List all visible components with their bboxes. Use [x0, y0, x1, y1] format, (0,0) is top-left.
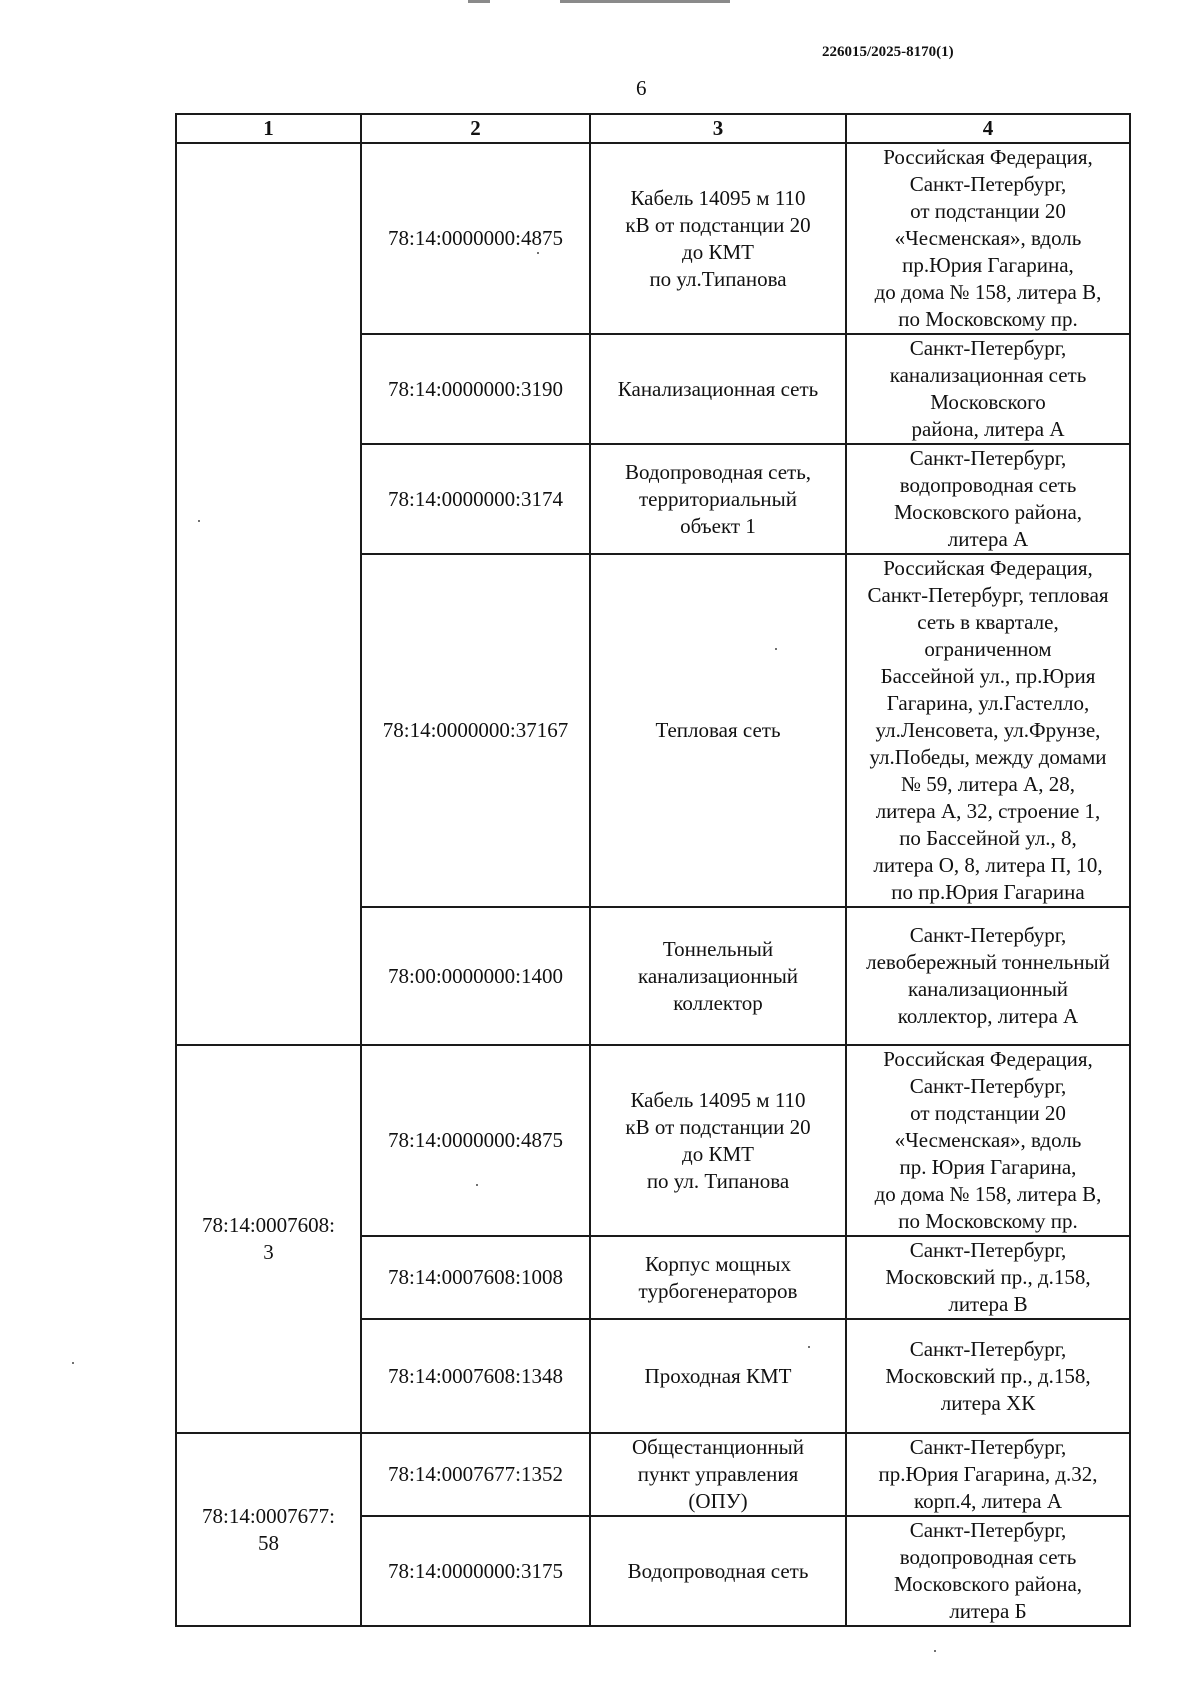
cell-line: кВ от подстанции 20: [625, 212, 811, 237]
cell-line: ул.Ленсовета, ул.Фрунзе,: [875, 718, 1101, 742]
cell-line: литера В: [948, 1292, 1028, 1316]
scan-artifact-line: [468, 0, 490, 3]
cell-line: Канализационная сеть: [617, 376, 819, 401]
cell-line: района, литера А: [911, 417, 1065, 441]
cadastral-number-cell: 78:14:0007608:1008: [361, 1236, 590, 1319]
cell-line: (ОПУ): [688, 1489, 748, 1513]
cell-line: Водопроводная сеть: [627, 1558, 809, 1583]
cell-line: сеть в квартале,: [917, 610, 1059, 634]
cell-line: левобережный тоннельный: [866, 950, 1110, 974]
cell-line: от подстанции 20: [910, 199, 1066, 223]
cell-line: пр.Юрия Гагарина, д.32,: [878, 1462, 1098, 1486]
address-cell: [846, 1045, 1130, 1236]
scan-speck: [775, 648, 777, 650]
cell-line: Московского района,: [893, 500, 1083, 524]
cell-line: Санкт-Петербург,: [909, 1435, 1067, 1459]
address-cell: [846, 1319, 1130, 1433]
cell-line: Российская Федерация,: [883, 145, 1093, 169]
cadastral-number-cell: 78:14:0000000:37167: [361, 554, 590, 907]
cell-line: Московского района,: [893, 1572, 1083, 1596]
cell-line: пр. Юрия Гагарина,: [899, 1155, 1077, 1179]
cell-line: ограниченном: [924, 637, 1052, 661]
address-cell: [846, 554, 1130, 907]
cell-line: канализационный: [637, 963, 799, 988]
cell-line: Московского: [930, 390, 1046, 414]
cell-line: канализационная сеть: [889, 363, 1087, 387]
cell-line: до дома № 158, литера В,: [874, 280, 1102, 304]
cell-line: Российская Федерация,: [883, 556, 1093, 580]
cell-line: Водопроводная сеть,: [624, 459, 812, 484]
cadastral-number-cell: 78:14:0000000:4875: [361, 143, 590, 334]
cell-line: до дома № 158, литера В,: [874, 1182, 1102, 1206]
parcel-cell: [176, 143, 361, 1045]
object-name-cell: [590, 1319, 846, 1433]
cell-line: 78:14:0007677:: [201, 1503, 335, 1528]
scan-speck: [934, 1650, 936, 1652]
object-name-cell: [590, 907, 846, 1045]
cadastral-number-cell: 78:14:0000000:3190: [361, 334, 590, 444]
cell-line: по Бассейной ул., 8,: [899, 826, 1077, 850]
cell-line: Тепловая сеть: [655, 718, 781, 742]
cell-line: по пр.Юрия Гагарина: [891, 880, 1085, 904]
address-cell: [846, 907, 1130, 1045]
table-header-row: [176, 114, 1130, 143]
cell-line: литера Б: [949, 1599, 1027, 1623]
object-name-cell: [590, 143, 846, 334]
cell-line: Российская Федерация,: [883, 1047, 1093, 1071]
cadastral-number-cell: 78:14:0007608:1348: [361, 1319, 590, 1433]
cell-line: Санкт-Петербург,: [909, 1336, 1067, 1361]
page-number: 6: [636, 76, 647, 100]
scan-speck: [808, 1346, 810, 1348]
cell-line: до КМТ: [682, 239, 754, 264]
cell-line: Санкт-Петербург,: [909, 446, 1067, 470]
object-name-cell: [590, 1516, 846, 1626]
cell-line: литера А, 32, строение 1,: [875, 799, 1101, 823]
table-row: [176, 1433, 1130, 1516]
cell-line: водопроводная сеть: [899, 473, 1077, 497]
document-number: 226015/2025-8170(1): [822, 44, 954, 60]
cell-line: корп.4, литера А: [913, 1489, 1063, 1513]
cell-line: коллектор, литера А: [897, 1004, 1079, 1028]
cell-line: Санкт-Петербург,: [909, 923, 1067, 947]
cell-line: 78:14:0007608:: [201, 1213, 335, 1237]
cadastral-number-cell: 78:14:0007677:1352: [361, 1433, 590, 1516]
cell-line: канализационный: [907, 977, 1069, 1001]
cell-line: литера О, 8, литера П, 10,: [873, 853, 1103, 877]
cell-line: № 59, литера А, 28,: [901, 772, 1075, 796]
cell-line: Кабель 14095 м 110: [630, 1087, 806, 1112]
objects-table: [175, 113, 1131, 1627]
cell-line: литера ХК: [940, 1390, 1036, 1415]
scan-speck: [537, 252, 539, 254]
cell-line: Кабель 14095 м 110: [630, 185, 806, 210]
address-cell: [846, 1516, 1130, 1626]
cell-line: 3: [263, 1240, 274, 1264]
address-cell: [846, 1236, 1130, 1319]
cell-line: 58: [258, 1530, 279, 1555]
cell-line: коллектор: [673, 990, 763, 1015]
scan-speck: [198, 520, 200, 522]
cell-line: пункт управления: [637, 1462, 799, 1486]
cell-line: пр.Юрия Гагарина,: [902, 253, 1074, 277]
cell-line: водопроводная сеть: [899, 1545, 1077, 1569]
table-row: [176, 1045, 1130, 1236]
cell-line: «Чесменская», вдоль: [894, 226, 1082, 250]
cell-line: Санкт-Петербург,: [909, 1074, 1067, 1098]
object-name-cell: [590, 334, 846, 444]
cell-line: по Московскому пр.: [898, 1209, 1078, 1233]
column-header: 2: [361, 114, 590, 143]
scan-artifact-line: [560, 0, 730, 3]
cell-line: Московский пр., д.158,: [885, 1363, 1091, 1388]
cell-line: ул.Победы, между домами: [869, 745, 1107, 769]
cadastral-number-cell: 78:14:0000000:4875: [361, 1045, 590, 1236]
object-name-cell: [590, 554, 846, 907]
cell-line: по Московскому пр.: [898, 307, 1078, 331]
cell-line: объект 1: [680, 513, 756, 538]
cell-line: литера А: [947, 527, 1029, 551]
cell-line: кВ от подстанции 20: [625, 1114, 811, 1139]
address-cell: [846, 444, 1130, 554]
cell-line: по ул. Типанова: [646, 1168, 790, 1193]
cell-line: Проходная КМТ: [644, 1363, 792, 1388]
cell-line: Санкт-Петербург,: [909, 1238, 1067, 1262]
cell-line: Тоннельный: [662, 936, 774, 961]
cell-line: территориальный: [638, 486, 798, 511]
cadastral-number-cell: 78:14:0000000:3174: [361, 444, 590, 554]
address-cell: [846, 334, 1130, 444]
cell-line: по ул.Типанова: [649, 266, 787, 291]
column-header: 1: [176, 114, 361, 143]
cell-line: Гагарина, ул.Гастелло,: [886, 691, 1090, 715]
address-cell: [846, 143, 1130, 334]
cadastral-number-cell: 78:00:0000000:1400: [361, 907, 590, 1045]
scan-speck: [72, 1362, 74, 1364]
parcel-cell: [176, 1045, 361, 1433]
cell-line: турбогенераторов: [638, 1278, 798, 1303]
cell-line: Санкт-Петербург, тепловая: [867, 583, 1109, 607]
scan-speck: [476, 1184, 478, 1186]
object-name-cell: [590, 1045, 846, 1236]
cell-line: Санкт-Петербург,: [909, 172, 1067, 196]
object-name-cell: [590, 444, 846, 554]
cell-line: Московский пр., д.158,: [885, 1265, 1091, 1289]
object-name-cell: [590, 1433, 846, 1516]
cadastral-number-cell: 78:14:0000000:3175: [361, 1516, 590, 1626]
cell-line: от подстанции 20: [910, 1101, 1066, 1125]
cell-line: Санкт-Петербург,: [909, 1518, 1067, 1542]
address-cell: [846, 1433, 1130, 1516]
table-row: [176, 143, 1130, 334]
cell-line: Бассейной ул., пр.Юрия: [880, 664, 1096, 688]
column-header: 4: [846, 114, 1130, 143]
cell-line: до КМТ: [682, 1141, 754, 1166]
cell-line: «Чесменская», вдоль: [894, 1128, 1082, 1152]
object-name-cell: [590, 1236, 846, 1319]
cell-line: Санкт-Петербург,: [909, 336, 1067, 360]
cell-line: Корпус мощных: [644, 1251, 792, 1276]
column-header: 3: [590, 114, 846, 143]
cell-line: Общестанционный: [632, 1435, 804, 1459]
parcel-cell: [176, 1433, 361, 1626]
